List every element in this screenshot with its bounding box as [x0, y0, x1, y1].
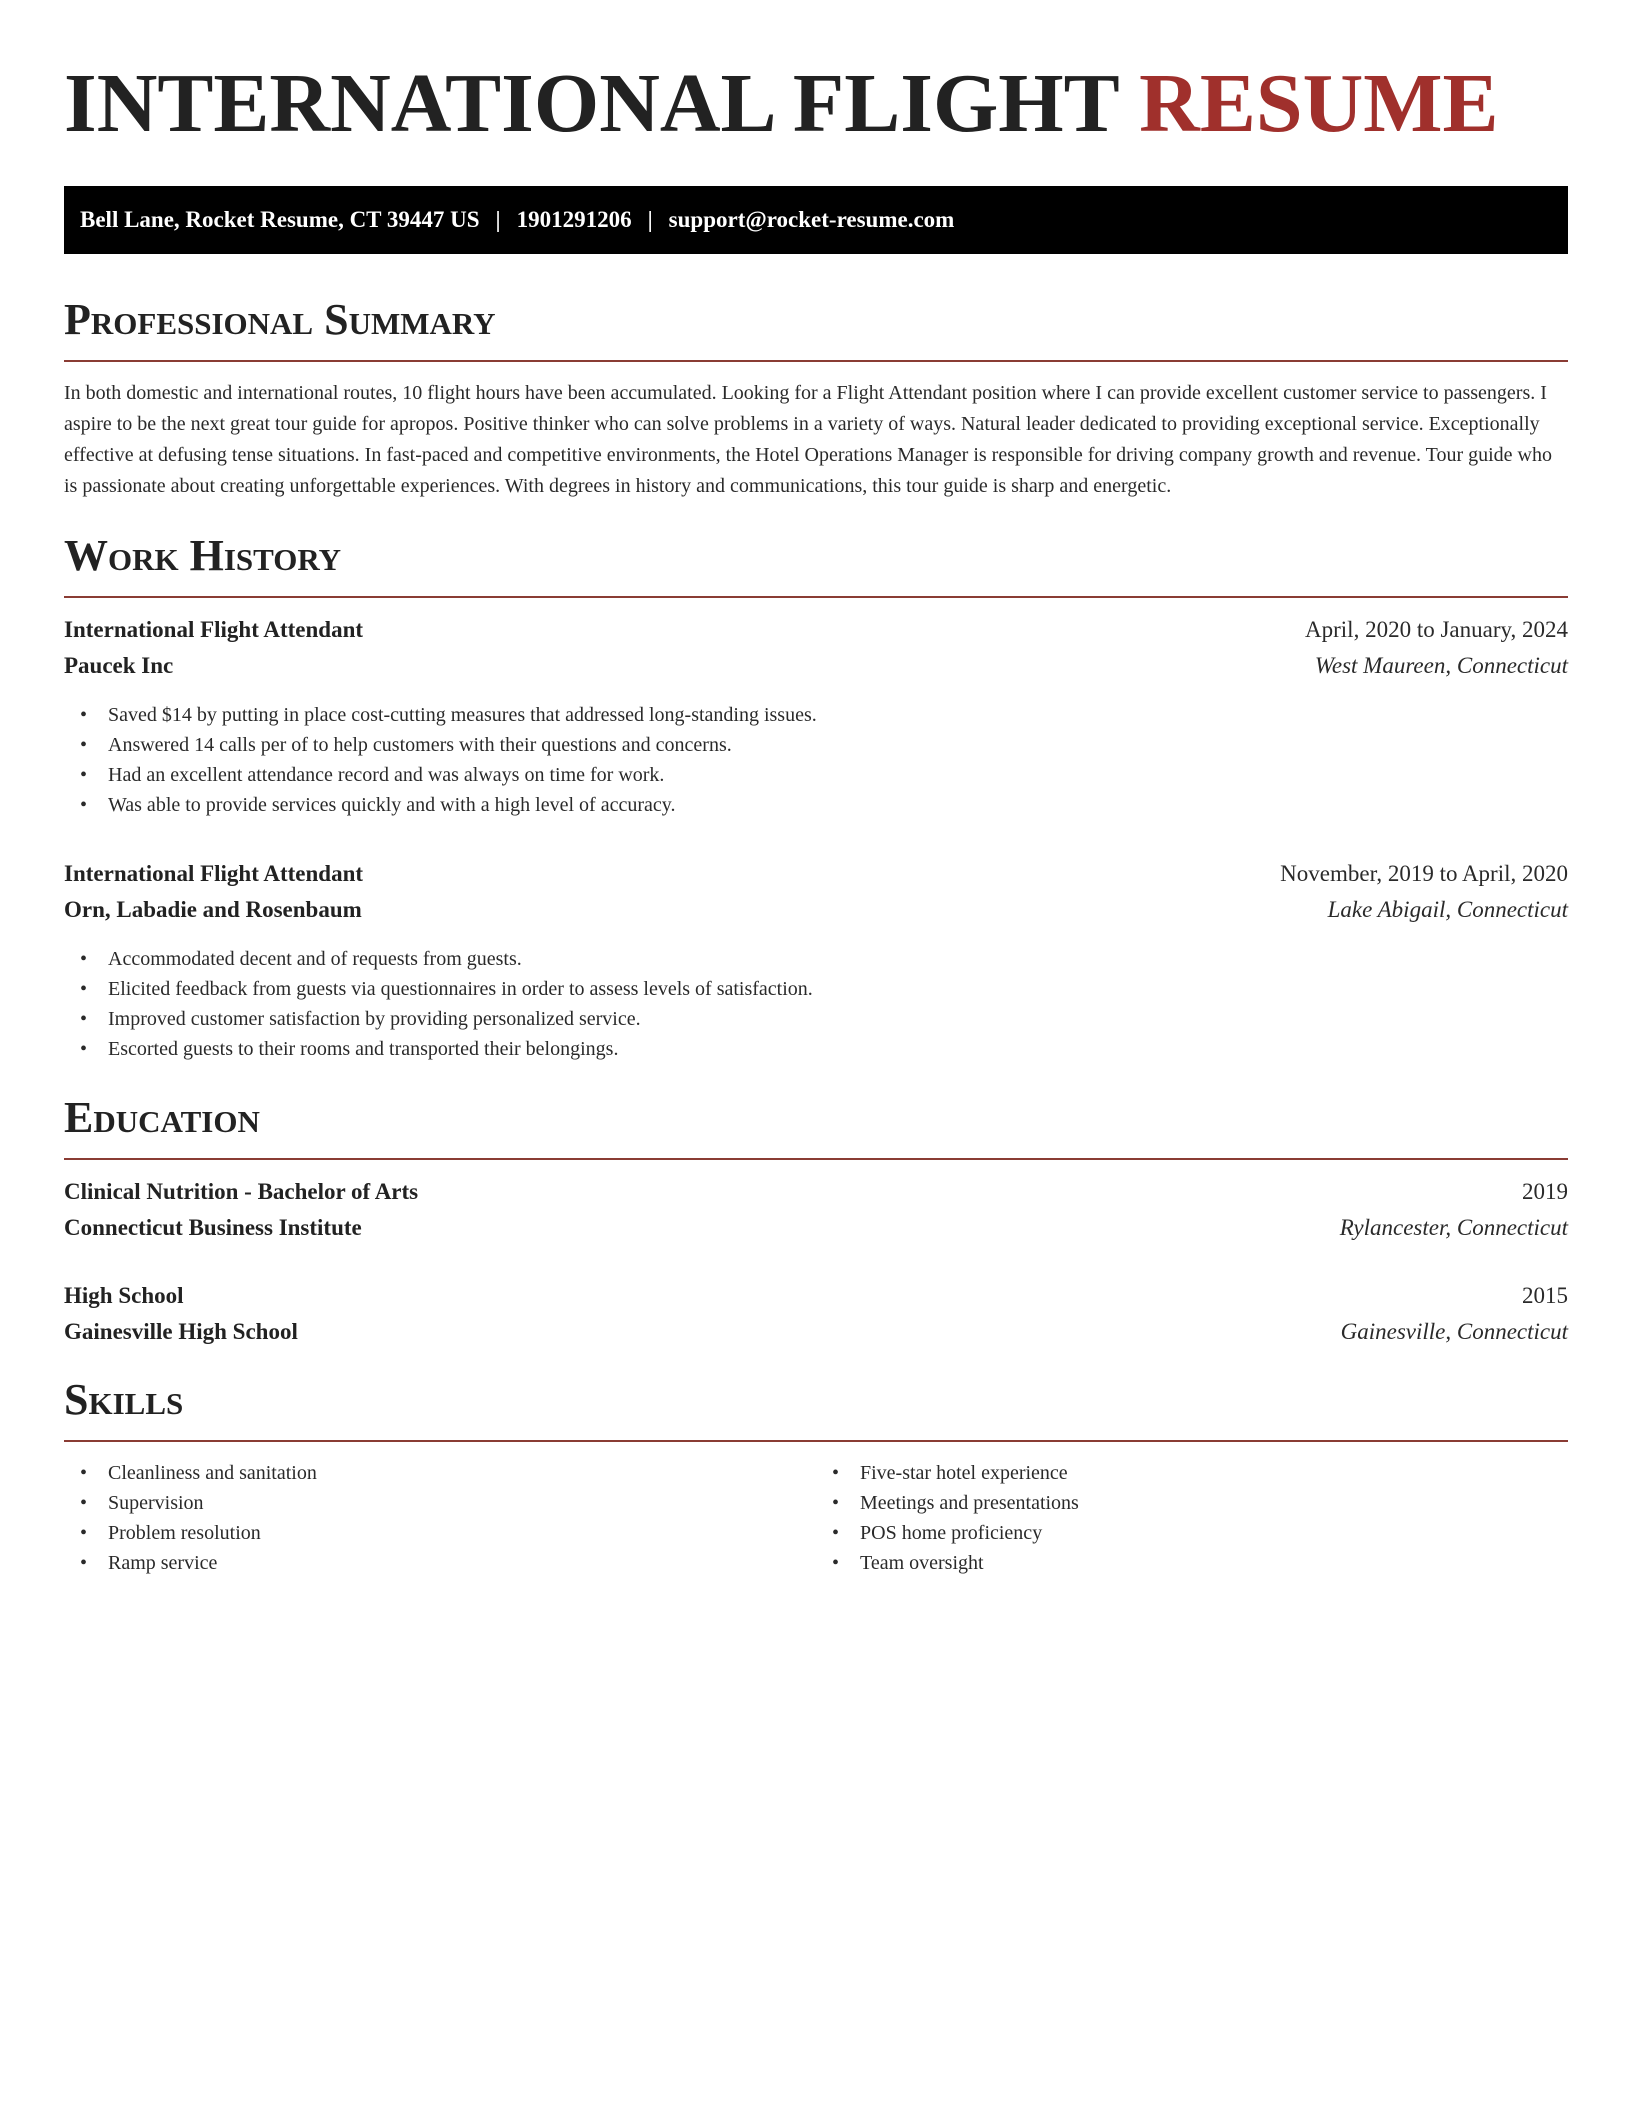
summary-text: In both domestic and international routes, 10 flight hours have been accumulated. Looking for a Flight Attendant position where I can provide excellent customer service to passengers. I aspire to be the next great tour guide for apropos. Positive thinker who can solve problems in a variety of ways. Natural leader dedicated to providing exceptional service. Exceptionally effective at defusing tense situations. In fast-paced and competitive environments, the Hotel Operations Manager is responsible for driving company growth and revenue. Tour guide who is passionate about creating unforgettable experiences. With degrees in history and communications, this tour guide is sharp and energetic.	[64, 382, 1552, 497]
section-divider	[64, 1440, 1568, 1442]
job-location: Lake Abigail, Connecticut	[1327, 897, 1568, 922]
education-section	[64, 1092, 1568, 1346]
list-item: • Saved $14 by putting in place cost-cutting measures that addressed long-standing issues.	[64, 700, 1568, 730]
skills-section	[64, 1374, 1568, 1578]
work-history-heading: Work History	[64, 531, 342, 580]
skills-list	[816, 1458, 1568, 1578]
skills-grid	[64, 1458, 1568, 1578]
list-item: • Accommodated decent and of requests from guests.	[64, 944, 1568, 974]
job-dates: April, 2020 to January, 2024	[1305, 617, 1568, 642]
skill-item: • Problem resolution	[64, 1518, 816, 1548]
education-degree: Clinical Nutrition - Bachelor of Arts	[64, 1179, 419, 1204]
section-divider	[64, 1158, 1568, 1160]
job-company: Paucek Inc	[64, 653, 174, 678]
skill-item: • Ramp service	[64, 1548, 816, 1578]
skill-item: • Supervision	[64, 1488, 816, 1518]
contact-phone: 1901291206	[516, 207, 632, 232]
skill-item: • Five-star hotel experience	[816, 1458, 1568, 1488]
job-company: Orn, Labadie and Rosenbaum	[64, 897, 362, 922]
title-accent: RESUME	[1139, 57, 1499, 150]
contact-email: support@rocket-resume.com	[668, 207, 955, 232]
education-entry	[64, 1282, 1568, 1346]
education-degree: High School	[64, 1283, 184, 1308]
contact-bar	[64, 186, 1568, 254]
skills-list	[64, 1458, 816, 1578]
skill-item: • Meetings and presentations	[816, 1488, 1568, 1518]
resume-title	[64, 56, 1568, 152]
list-item: • Was able to provide services quickly and with a high level of accuracy.	[64, 790, 1568, 820]
job-entry	[64, 860, 1568, 1064]
list-item: • Answered 14 calls per of to help customers with their questions and concerns.	[64, 730, 1568, 760]
list-item: • Escorted guests to their rooms and transported their belongings.	[64, 1034, 1568, 1064]
summary-section	[64, 294, 1568, 502]
contact-address: Bell Lane, Rocket Resume, CT 39447 US	[80, 207, 480, 232]
section-divider	[64, 360, 1568, 362]
summary-heading: Professional Summary	[64, 295, 496, 344]
skill-item: • Team oversight	[816, 1548, 1568, 1578]
education-entry	[64, 1178, 1568, 1242]
skill-item: • POS home proficiency	[816, 1518, 1568, 1548]
job-bullets	[64, 944, 1568, 1064]
skills-column-right	[816, 1458, 1568, 1578]
education-location: Rylancester, Connecticut	[1339, 1215, 1568, 1240]
list-item: • Elicited feedback from guests via questionnaires in order to assess levels of satisfaction.	[64, 974, 1568, 1004]
job-dates: November, 2019 to April, 2020	[1280, 861, 1568, 886]
contact-separator: |	[495, 207, 501, 232]
job-title: International Flight Attendant	[64, 617, 364, 642]
education-school: Connecticut Business Institute	[64, 1215, 362, 1240]
education-school: Gainesville High School	[64, 1319, 298, 1344]
job-location: West Maureen, Connecticut	[1314, 653, 1568, 678]
section-divider	[64, 596, 1568, 598]
list-item: • Improved customer satisfaction by providing personalized service.	[64, 1004, 1568, 1034]
education-location: Gainesville, Connecticut	[1340, 1319, 1568, 1344]
job-bullets	[64, 700, 1568, 820]
education-year: 2019	[1522, 1179, 1568, 1204]
skills-heading: Skills	[64, 1375, 184, 1424]
contact-separator: |	[647, 207, 653, 232]
education-heading: Education	[64, 1093, 260, 1142]
job-entry	[64, 616, 1568, 820]
skill-item: • Cleanliness and sanitation	[64, 1458, 816, 1488]
job-title: International Flight Attendant	[64, 861, 364, 886]
skills-column-left	[64, 1458, 816, 1578]
work-history-section	[64, 530, 1568, 1064]
education-year: 2015	[1522, 1283, 1568, 1308]
list-item: • Had an excellent attendance record and was always on time for work.	[64, 760, 1568, 790]
title-main: INTERNATIONAL FLIGHT	[64, 57, 1119, 150]
